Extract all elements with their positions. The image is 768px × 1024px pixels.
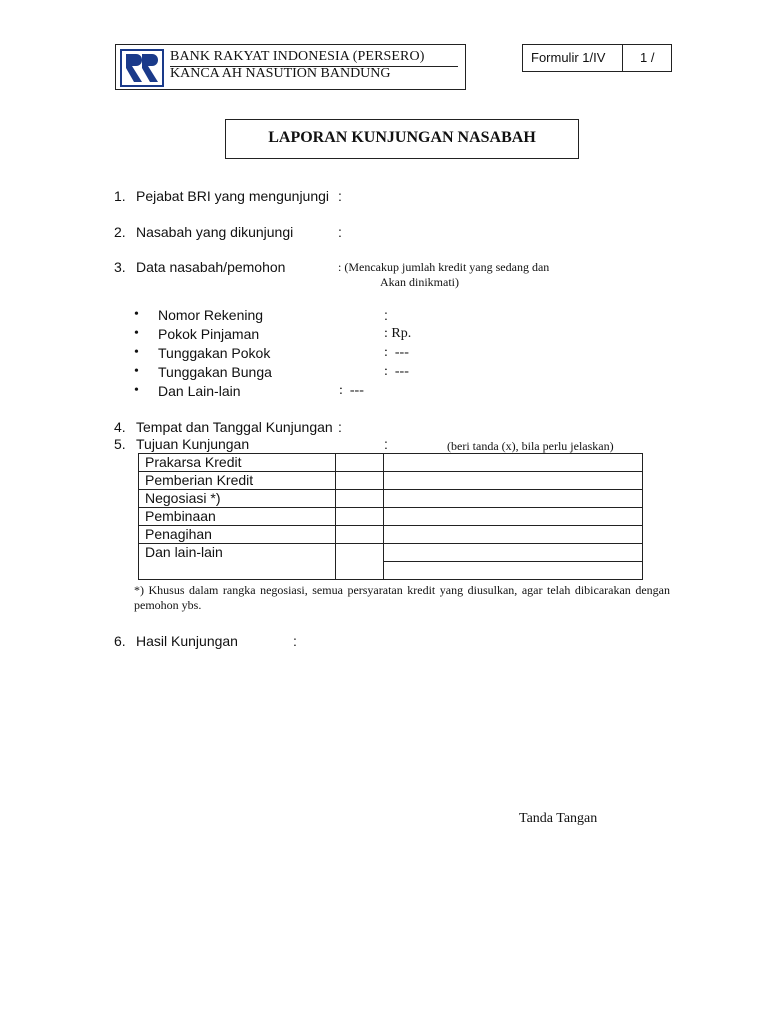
bullet-icon: • — [134, 307, 139, 322]
item-6-number: 6. — [114, 633, 126, 649]
purpose-mark-cell[interactable] — [336, 508, 384, 526]
visit-purpose-table — [138, 453, 643, 580]
purpose-label: Pemberian Kredit — [139, 472, 336, 490]
bullet-icon: • — [134, 326, 139, 341]
purpose-label: Dan lain-lain — [139, 544, 336, 580]
table-row — [139, 454, 643, 472]
page-title: LAPORAN KUNJUNGAN NASABAH — [268, 129, 536, 146]
bullet-value: : Rp. — [384, 326, 412, 341]
bullet-label: Pokok Pinjaman — [158, 326, 260, 342]
purpose-mark-cell[interactable] — [336, 526, 384, 544]
bullet-value: : — [384, 307, 388, 323]
item-1-colon: : — [338, 188, 342, 204]
purpose-label: Prakarsa Kredit — [139, 454, 336, 472]
bullet-label: Tunggakan Bunga — [158, 364, 272, 380]
item-6-colon: : — [293, 633, 297, 649]
purpose-note-cell[interactable] — [384, 508, 643, 526]
bullet-label: Tunggakan Pokok — [158, 345, 271, 361]
signature-label: Tanda Tangan — [519, 811, 598, 826]
bullet-value: : --- — [384, 345, 409, 360]
table-row — [139, 526, 643, 544]
purpose-note-cell[interactable] — [384, 490, 643, 508]
item-2-colon: : — [338, 224, 342, 240]
form-page-number: 1 / — [640, 50, 655, 65]
purpose-label: Penagihan — [139, 526, 336, 544]
purpose-label: Pembinaan — [139, 508, 336, 526]
item-4-number: 4. — [114, 419, 126, 435]
purpose-note-cell[interactable] — [384, 454, 643, 472]
bullet-icon: • — [134, 383, 139, 398]
item-1-number: 1. — [114, 188, 126, 204]
table-row — [139, 490, 643, 508]
item-6-label: Hasil Kunjungan — [136, 633, 238, 649]
item-3-number: 3. — [114, 259, 126, 275]
table-row — [139, 472, 643, 490]
bullet-icon: • — [134, 364, 139, 379]
item-5-number: 5. — [114, 436, 126, 452]
purpose-label: Negosiasi *) — [139, 490, 336, 508]
branch-name: KANCA AH NASUTION BANDUNG — [170, 66, 391, 81]
item-3-note-line1: : (Mencakup jumlah kredit yang sedang dan — [338, 260, 550, 274]
item-5-colon: : — [384, 436, 388, 452]
item-3-note-line2: Akan dinikmati) — [380, 275, 459, 289]
purpose-note-cell[interactable] — [384, 526, 643, 544]
bullet-label: Dan Lain-lain — [158, 383, 241, 399]
item-1-label: Pejabat BRI yang mengunjungi — [136, 188, 330, 204]
item-2-number: 2. — [114, 224, 126, 240]
bri-logo-icon — [120, 49, 164, 87]
item-2-label: Nasabah yang dikunjungi — [136, 224, 294, 240]
item-5-label: Tujuan Kunjungan — [136, 436, 250, 452]
table-row — [139, 544, 643, 562]
form-code-divider — [622, 44, 623, 72]
purpose-note-cell[interactable] — [384, 544, 643, 562]
purpose-mark-cell[interactable] — [336, 490, 384, 508]
item-3-label: Data nasabah/pemohon — [136, 259, 286, 275]
table-row — [139, 508, 643, 526]
purpose-mark-cell[interactable] — [336, 454, 384, 472]
purpose-mark-cell[interactable] — [336, 544, 384, 580]
form-code-label: Formulir 1/IV — [531, 50, 606, 65]
purpose-note-cell[interactable] — [384, 472, 643, 490]
purpose-note-cell[interactable] — [384, 562, 643, 580]
bullet-value: : --- — [339, 383, 364, 398]
bullet-value: : --- — [384, 364, 409, 379]
purpose-mark-cell[interactable] — [336, 472, 384, 490]
item-4-label: Tempat dan Tanggal Kunjungan — [136, 419, 333, 435]
footnote: *) Khusus dalam rangka negosiasi, semua persyaratan kredit yang diusulkan, agar telah dibicarakan dengan pemohon ybs. — [134, 583, 670, 612]
item-4-colon: : — [338, 419, 342, 435]
bullet-icon: • — [134, 345, 139, 360]
item-5-note: (beri tanda (x), bila perlu jelaskan) — [447, 439, 614, 453]
bullet-label: Nomor Rekening — [158, 307, 264, 323]
bank-name: BANK RAKYAT INDONESIA (PERSERO) — [170, 49, 425, 64]
